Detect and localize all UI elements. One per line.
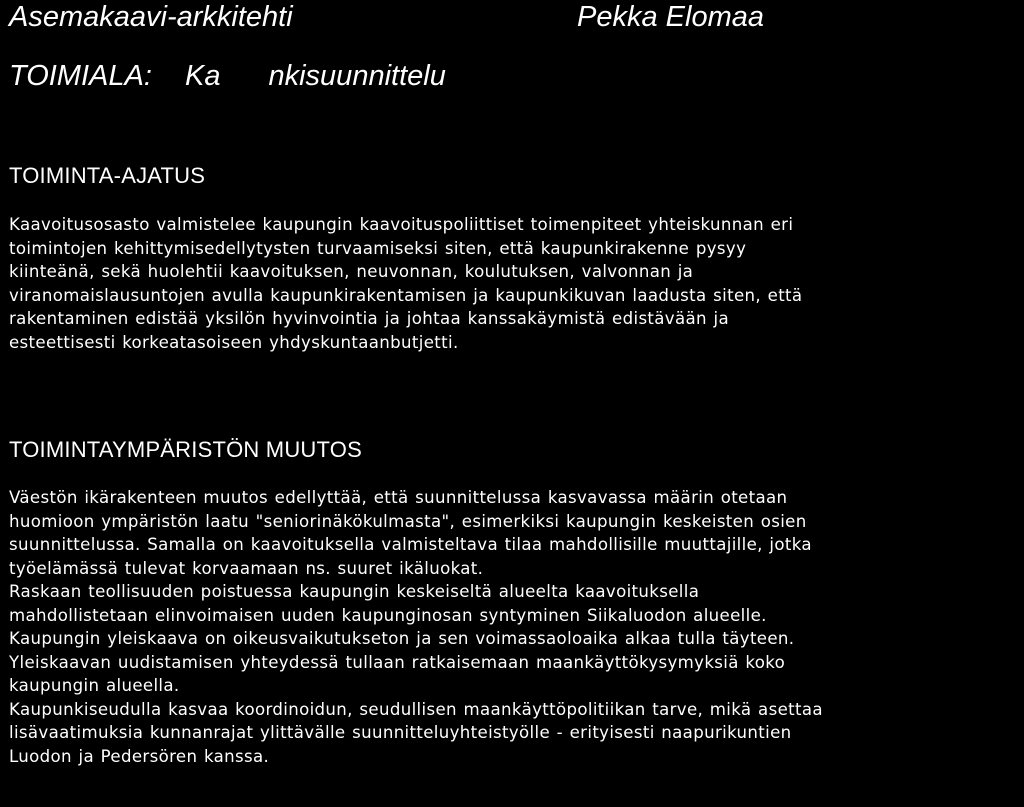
body-line: Raskaan teollisuuden poistuessa kaupungin keskeiseltä alueelta kaavoituksella bbox=[9, 582, 700, 601]
body-line: Luodon ja Pedersören kanssa. bbox=[9, 746, 270, 766]
body-line: lisävaatimuksia kunnanrajat ylittävälle suunnitteluyhteistyölle - erityisesti naapurikuntien bbox=[9, 723, 792, 742]
body-line: Kaupungin yleiskaava on oikeusvaikutukseton ja sen voimassaoloaika alkaa tulla täyteen. bbox=[9, 629, 795, 648]
body-line: kiinteänä, sekä huolehtii kaavoituksen, neuvonnan, koulutuksen, valvonnan ja bbox=[9, 262, 694, 281]
job-title: Asemakaavi-arkkitehti bbox=[9, 1, 293, 33]
body-line: Yleiskaavan uudistamisen yhteydessä tullaan ratkaisemaan maankäyttökysymyksiä koko bbox=[9, 652, 786, 672]
body-line: Kaupunkiseudulla kasvaa koordinoidun, seudullisen maankäyttöpolitiikan tarve, mikä asettaa bbox=[9, 699, 823, 719]
body-line: kaupungin alueella. bbox=[9, 676, 180, 695]
body-line: Kaavoitusosasto valmistelee kaupungin kaavoituspoliittiset toimenpiteet yhteiskunnan eri bbox=[9, 215, 794, 234]
body-line: suunnittelussa. Samalla on kaavoituksella valmisteltava tilaa mahdollisille muuttajille, jotka bbox=[9, 535, 812, 554]
section-heading-environment-change: TOIMINTAYMPÄRISTÖN MUUTOS bbox=[9, 437, 362, 462]
body-line: Väestön ikärakenteen muutos edellyttää, että suunnittelussa kasvavassa määrin otetaan bbox=[9, 488, 788, 507]
body-line: mahdollistetaan elinvoimaisen uuden kaupunginosan syntyminen Siikaluodon alueelle. bbox=[9, 605, 767, 625]
section-body-environment-change bbox=[9, 486, 1021, 768]
body-line: huomioon ympäristön laatu "seniorinäkökulmasta", esimerkiksi kaupungin keskeisten osien bbox=[9, 511, 807, 531]
body-line: rakentaminen edistää yksilön hyvinvointia ja johtaa kanssakäymistä edistävään ja bbox=[9, 309, 729, 328]
department-label: TOIMIALA: bbox=[9, 60, 152, 92]
department-value-part2: nkisuunnittelu bbox=[268, 60, 446, 92]
department-value-part1: Ka bbox=[185, 60, 221, 92]
body-line: toimintojen kehittymisedellytysten turvaamiseksi siten, että kaupunkirakenne pysyy bbox=[9, 238, 747, 258]
body-line: esteettisesti korkeatasoiseen yhdyskuntaanbutjetti. bbox=[9, 332, 459, 352]
body-line: viranomaislausuntojen avulla kaupunkirakentamisen ja kaupunkikuvan laadusta siten, että bbox=[9, 285, 803, 305]
section-heading-mission: TOIMINTA-AJATUS bbox=[9, 163, 206, 188]
section-body-mission bbox=[9, 213, 1021, 354]
person-name: Pekka Elomaa bbox=[577, 1, 764, 33]
body-line: työelämässä tulevat korvaamaan ns. suuret ikäluokat. bbox=[9, 558, 484, 578]
department-value bbox=[185, 59, 446, 93]
